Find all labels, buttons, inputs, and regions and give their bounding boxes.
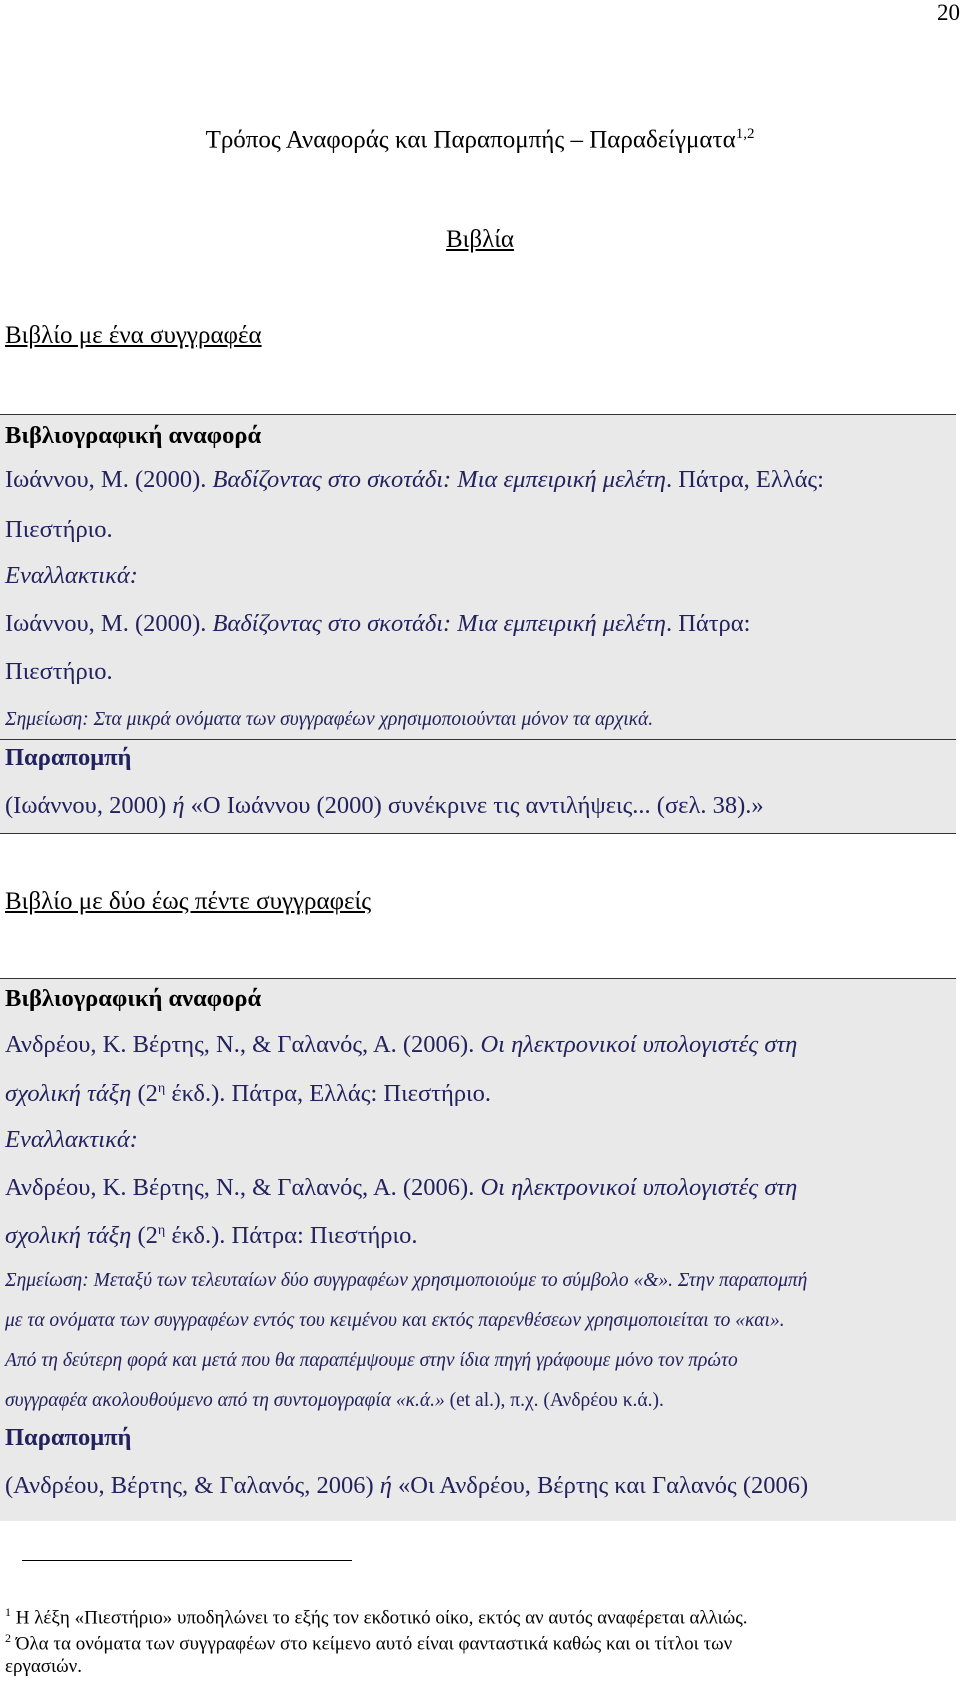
citation-example [5, 1472, 808, 1500]
alternative-label: Εναλλακτικά: [5, 1126, 138, 1153]
note-line: με τα ονόματα των συγγραφέων εντός του κειμένου και εκτός παρενθέσεων χρησιμοποιείται το «και». [5, 1310, 785, 1331]
box-bottom-rule [0, 833, 956, 834]
citation-example [5, 792, 764, 820]
example-box-multi-author [0, 978, 956, 1521]
example-box-one-author [0, 414, 956, 834]
citation-narrative: «Ο Ιωάννου (2000) συνέκρινε τις αντιλήψεις... (σελ. 38).» [184, 792, 764, 819]
edition-superscript: η [157, 1222, 166, 1238]
reference-title: Βαδίζοντας στο σκοτάδι: Μια εμπειρική μελέτη [212, 610, 666, 637]
citation-parenthetical: (Ιωάννου, 2000) [5, 792, 173, 819]
note-line: Από τη δεύτερη φορά και μετά που θα παραπέμψουμε στην ίδια πηγή γράφουμε μόνο τον πρώτο [5, 1350, 738, 1371]
citation-label: Παραπομπή [5, 1424, 132, 1451]
footnote-2 [5, 1631, 732, 1655]
citation-parenthetical: (Ανδρέου, Βέρτης, & Γαλανός, 2006) [5, 1472, 380, 1499]
reference-entry-cont [5, 1080, 491, 1108]
footnote-number: 1 [5, 1605, 11, 1619]
page-title [0, 126, 960, 154]
note-line-text: συγγραφέα ακολουθούμενο από τη συντομογραφία «κ.ά.» [5, 1390, 450, 1411]
note-line [5, 1390, 664, 1412]
reference-title-cont: σχολική τάξη [5, 1080, 132, 1107]
reference-publisher: έκδ.). Πάτρα, Ελλάς: Πιεστήριο. [165, 1080, 492, 1107]
reference-authors: Ιωάννου, Μ. (2000). [5, 466, 213, 493]
reference-entry-cont: Πιεστήριο. [5, 516, 113, 543]
note-line-example: (et al.), π.χ. (Ανδρέου κ.ά.). [449, 1390, 664, 1411]
footnote-2-cont: εργασιών. [5, 1656, 83, 1677]
reference-entry-alt-cont: Πιεστήριο. [5, 658, 113, 685]
edition-superscript: η [157, 1080, 166, 1096]
subsection-heading-multi-author: Βιβλίο με δύο έως πέντε συγγραφείς [5, 888, 372, 915]
section-title: Βιβλία [445, 226, 515, 253]
note-text: Σημείωση: Στα μικρά ονόματα των συγγραφέων χρησιμοποιούνται μόνον τα αρχικά. [5, 709, 654, 730]
reference-publisher: . Πάτρα: [665, 610, 751, 637]
citation-label: Παραπομπή [5, 744, 132, 771]
reference-entry [5, 466, 824, 494]
reference-label: Βιβλιογραφική αναφορά [5, 422, 262, 449]
footnote-separator [22, 1560, 352, 1561]
box-top-rule [0, 978, 956, 979]
page-title-text: Τρόπος Αναφοράς και Παραπομπής – Παραδείγματα [205, 126, 736, 154]
footnote-text: Όλα τα ονόματα των συγγραφέων στο κείμενο αυτό είναι φανταστικά καθώς και οι τίτλοι των [11, 1633, 733, 1655]
box-top-rule [0, 414, 956, 415]
reference-label: Βιβλιογραφική αναφορά [5, 985, 262, 1012]
reference-entry [5, 1031, 797, 1059]
title-footnote-refs: 1,2 [735, 126, 755, 142]
footnote-number: 2 [5, 1631, 11, 1645]
reference-edition: (2 [131, 1222, 158, 1249]
reference-publisher: έκδ.). Πάτρα: Πιεστήριο. [165, 1222, 418, 1249]
reference-authors: Ιωάννου, Μ. (2000). [5, 610, 213, 637]
reference-title: Βαδίζοντας στο σκοτάδι: Μια εμπειρική μελέτη [212, 466, 666, 493]
reference-title: Οι ηλεκτρονικοί υπολογιστές στη [480, 1174, 798, 1201]
footnote-text: Η λέξη «Πιεστήριο» υποδηλώνει το εξής τον εκδοτικό οίκο, εκτός αν αυτός αναφέρεται αλλιώς. [11, 1607, 748, 1629]
reference-entry-alt [5, 610, 750, 638]
citation-narrative: «Οι Ανδρέου, Βέρτης και Γαλανός (2006) [391, 1472, 809, 1499]
footnote-1 [5, 1605, 748, 1629]
reference-edition: (2 [131, 1080, 158, 1107]
reference-authors: Ανδρέου, Κ. Βέρτης, Ν., & Γαλανός, Α. (2006). [5, 1174, 481, 1201]
citation-or: ή [172, 792, 185, 819]
reference-title: Οι ηλεκτρονικοί υπολογιστές στη [480, 1031, 798, 1058]
reference-publisher: . Πάτρα, Ελλάς: [665, 466, 824, 493]
reference-title-cont: σχολική τάξη [5, 1222, 132, 1249]
reference-entry-alt [5, 1174, 797, 1202]
note-line: Σημείωση: Μεταξύ των τελευταίων δύο συγγραφέων χρησιμοποιούμε το σύμβολο «&». Στην παραπομπή [5, 1270, 808, 1291]
citation-rule [0, 739, 956, 740]
subsection-heading-one-author: Βιβλίο με ένα συγγραφέα [5, 322, 262, 349]
reference-entry-alt-cont [5, 1222, 418, 1250]
alternative-label: Εναλλακτικά: [5, 562, 138, 589]
citation-or: ή [379, 1472, 392, 1499]
reference-authors: Ανδρέου, Κ. Βέρτης, Ν., & Γαλανός, Α. (2006). [5, 1031, 481, 1058]
page-number: 20 [937, 0, 960, 25]
